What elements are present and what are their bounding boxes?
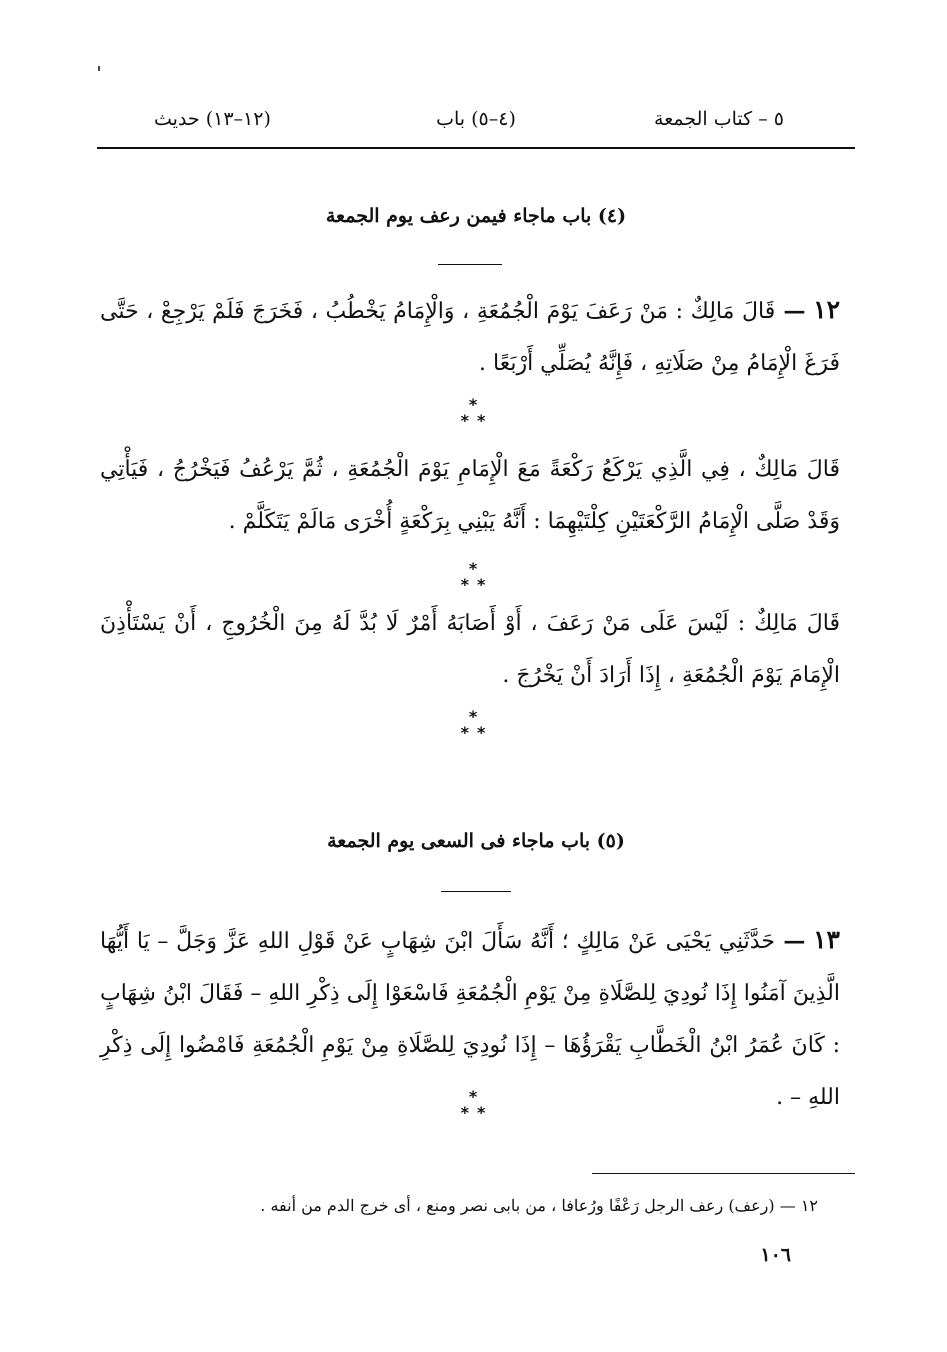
header-hadith-range: (١٢–١٣) حديث — [154, 108, 271, 130]
footnote-number: ١٢ — [800, 1196, 818, 1215]
running-header — [98, 108, 854, 144]
footnote-divider — [592, 1173, 855, 1174]
hadith-12-dash: — — [775, 298, 806, 324]
hadith-13-number: ١٣ — [813, 925, 840, 954]
hadith-13-text: حَدَّثَنِي يَحْيَى عَنْ مَالِكٍ ؛ أَنَّهُ سَأَلَ ابْنَ شِهَابٍ عَنْ قَوْلِ اللهِ عَزَّ وَجَلَّ – يَا أَيُّهَا الَّذِينَ آمَنُوا إِذَا نُودِيَ لِلصَّلَاةِ مِنْ يَوْمِ الْجُمُعَةِ فَاسْعَوْا إِلَى ذِكْرِ اللهِ – فَقَالَ ابْنُ شِهَابٍ : كَانَ عُمَرُ ابْنُ الْخَطَّابِ يَقْرَؤُهَا – إِذَا نُودِيَ لِلصَّلَاةِ مِنْ يَوْمِ الْجُمُعَةِ فَامْضُوا إِلَى ذِكْرِ اللهِ – . — [100, 929, 840, 1110]
asterism-separator: * ** — [460, 707, 494, 742]
asterism-separator: * ** — [460, 395, 494, 430]
scan-mark — [98, 66, 100, 71]
header-divider — [97, 147, 855, 149]
hadith-13-dash: — — [774, 928, 806, 954]
asterism-separator: * ** — [460, 1087, 494, 1122]
page-number: ١٠٦ — [760, 1244, 791, 1266]
hadith-12-number: ١٢ — [813, 295, 840, 324]
chapter-5-rule — [441, 891, 511, 892]
header-chapter-range: (٤–٥) باب — [436, 108, 516, 130]
hadith-12-text: قَالَ مَالِكٌ : مَنْ رَعَفَ يَوْمَ الْجُمُعَةِ ، وَالْإِمَامُ يَخْطُبُ ، فَخَرَجَ فَلَمْ يَرْجِعْ ، حَتَّى فَرَغَ الْإِمَامُ مِنْ صَلَاتِهِ ، فَإِنَّهُ يُصَلِّي أَرْبَعًا . — [100, 299, 840, 376]
footnote-text: — (رعف) رعف الرجل رَعْفًا ورُعافا ، من بابى نصر ومنع ، أى خرج الدم من أنفه . — [260, 1196, 796, 1215]
hadith-12 — [100, 284, 840, 390]
footnote — [150, 1193, 818, 1219]
header-book-title: ٥ – كتاب الجمعة — [654, 108, 784, 130]
chapter-5-title: (٥) باب ماجاء فى السعى يوم الجمعة — [327, 830, 625, 852]
asterism-separator: * ** — [460, 559, 494, 594]
malik-note-2 — [100, 598, 840, 702]
chapter-4-title: (٤) باب ماجاء فيمن رعف يوم الجمعة — [325, 205, 627, 227]
malik-note-1 — [100, 444, 840, 548]
malik-note-1-text: قَالَ مَالِكٌ ، فِي الَّذِي يَرْكَعُ رَكْعَةً مَعَ الْإِمَامِ يَوْمَ الْجُمُعَةِ ، ثُمَّ يَرْعُفُ فَيَخْرُجُ ، فَيَأْتِي وَقَدْ صَلَّى الْإِمَامُ الرَّكْعَتَيْنِ كِلْتَيْهِمَا : أَنَّهُ يَبْنِي بِرَكْعَةٍ أُخْرَى مَالَمْ يَتَكَلَّمْ . — [100, 457, 840, 534]
malik-note-2-text: قَالَ مَالِكٌ : لَيْسَ عَلَى مَنْ رَعَفَ ، أَوْ أَصَابَهُ أَمْرٌ لَا بُدَّ لَهُ مِنَ الْخُرُوجِ ، أَنْ يَسْتَأْذِنَ الْإِمَامَ يَوْمَ الْجُمُعَةِ ، إِذَا أَرَادَ أَنْ يَخْرُجَ . — [100, 611, 840, 688]
chapter-4-rule — [438, 264, 502, 265]
